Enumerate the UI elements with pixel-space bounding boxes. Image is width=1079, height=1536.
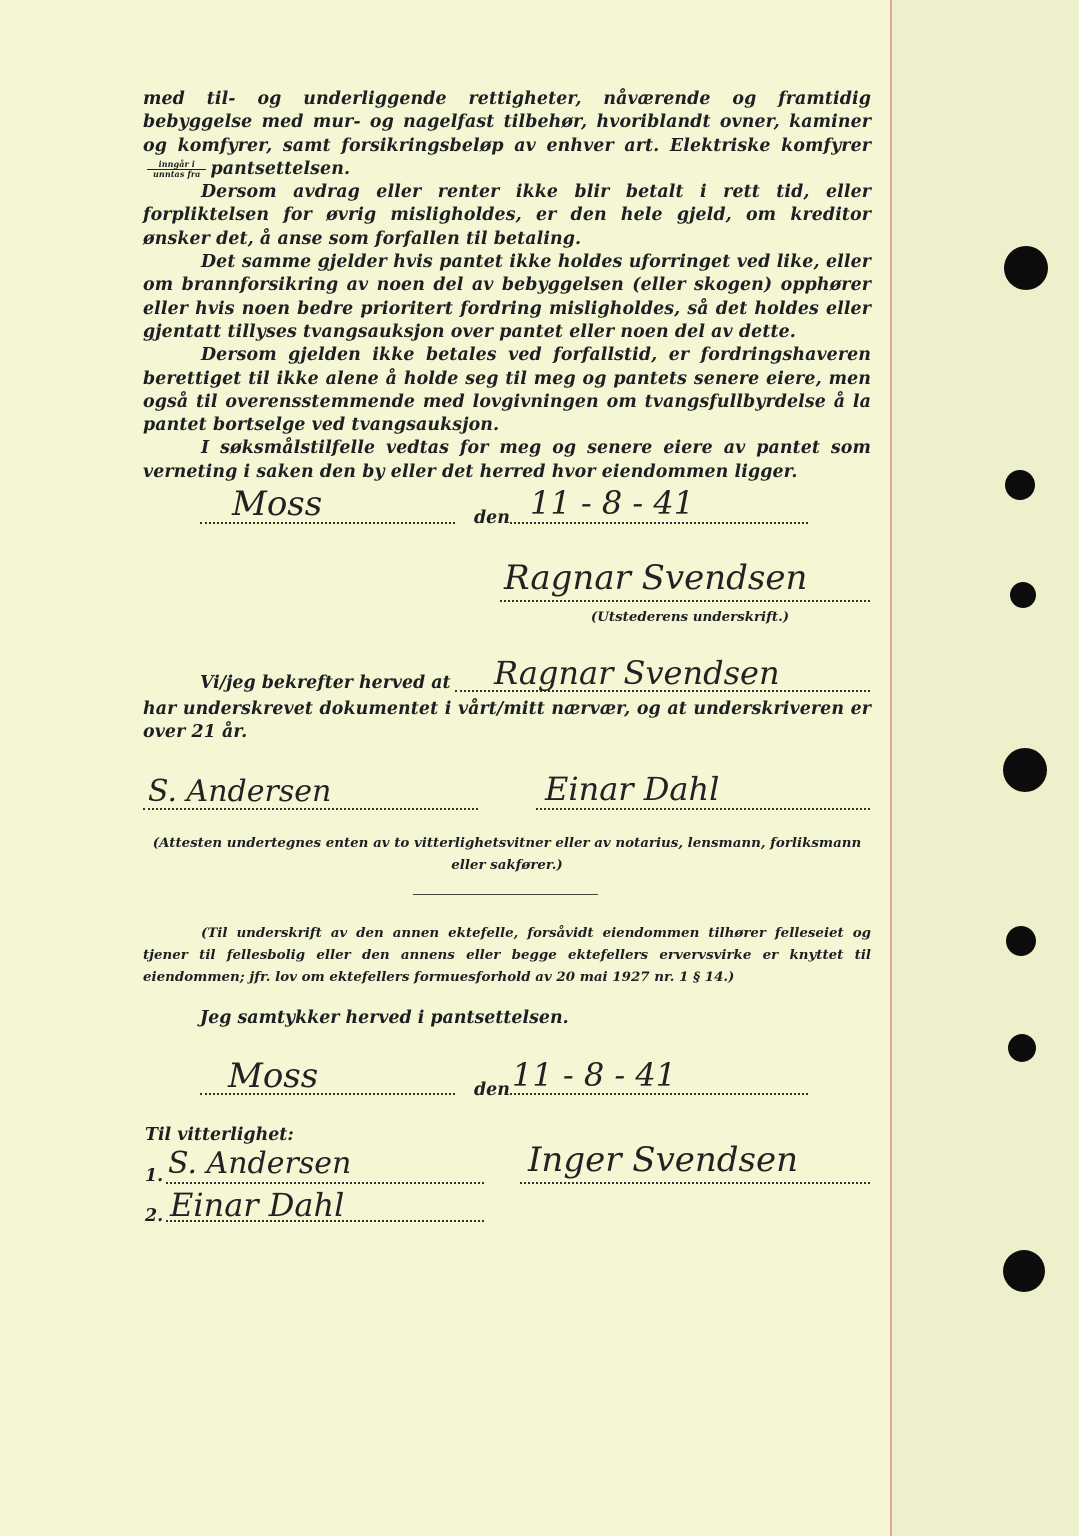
den-label: den xyxy=(474,508,510,528)
punch-hole xyxy=(1004,246,1048,290)
right-margin-strip xyxy=(892,0,1079,1536)
den2-label: den xyxy=(474,1080,510,1100)
punch-hole xyxy=(1006,926,1036,956)
date2-handwritten: 11 - 8 - 41 xyxy=(512,1056,677,1094)
witness-number-2: 2. xyxy=(145,1206,164,1226)
attest-note: (Attesten undertegnes enten av to vitterlighetsvitner eller av notarius, lensmann, forliksmann eller sakfører.) xyxy=(152,835,862,873)
terms-paragraph-4: Dersom gjelden ikke betales ved forfallstid, er fordringshaveren berettiget til ikke alene å holde seg til meg og pantets senere eiere, men også til overensstemmende med lovgivningen om tvangsfullbyrdelse å la pantet bortselge ved tvangsauksjon. xyxy=(143,345,871,436)
terms-paragraph-1: med til- og underliggende rettigheter, nåværende og framtidig bebyggelse med mur- og nagelfast tilbehør, hvoriblandt ovner, kaminer og komfyrer, samt forsikringsbeløp av enhver art. Elektriske komfyrer $\frac{\text{inngår i}}{\text{unntas fra}}$ pantsettelsen. xyxy=(143,89,871,179)
terms-paragraph-3: Det samme gjelder hvis pantet ikke holdes uforringet ved like, eller om brannforsikring av noen del av bebyggelsen (eller skogen) opphører eller hvis noen bedre prioritert fordring misligholdes, så det holdes eller gjentatt tillyses tvangsauksjon over pantet eller noen del av dette. xyxy=(143,252,871,342)
spouse-witness1-dotted-line xyxy=(166,1182,484,1184)
attest-witness-1: S. Andersen xyxy=(148,774,332,809)
place-handwritten: Moss xyxy=(232,484,323,524)
witness-number-1: 1. xyxy=(145,1166,164,1186)
signature-dotted-line xyxy=(500,600,870,602)
attest-lead: Vi/jeg bekrefter herved at xyxy=(200,673,451,693)
punch-hole xyxy=(1003,748,1047,792)
terms-paragraph-5: I søksmålstilfelle vedtas for meg og senere eiere av pantet som verneting i saken den by eller det herred hvor eiendommen ligger. xyxy=(143,438,871,482)
spouse-witness-1: S. Andersen xyxy=(168,1146,352,1181)
punch-hole xyxy=(1005,470,1035,500)
komfyrer-fraction: $\frac{\text{inngår i}}{\text{unntas fra}}$ xyxy=(147,160,206,179)
signature-caption: (Utstederens underskrift.) xyxy=(590,609,790,625)
spouse-witness-2: Einar Dahl xyxy=(170,1186,345,1224)
section-divider xyxy=(413,894,598,895)
attest-rest: har underskrevet dokumentet i vårt/mitt nærvær, og at underskriveren er over 21 år. xyxy=(143,699,871,743)
date-handwritten: 11 - 8 - 41 xyxy=(530,484,695,522)
consent-text: Jeg samtykker herved i pantsettelsen. xyxy=(200,1008,569,1028)
place2-handwritten: Moss xyxy=(228,1056,319,1096)
attest-name-handwritten: Ragnar Svendsen xyxy=(494,654,780,692)
spouse-signature-dotted-line xyxy=(520,1182,870,1184)
date-dotted-line xyxy=(510,522,808,524)
punch-hole xyxy=(1003,1250,1045,1292)
til-vitterlighet-label: Til vitterlighet: xyxy=(145,1125,294,1145)
spouse-signature: Inger Svendsen xyxy=(528,1140,799,1180)
terms-text xyxy=(143,88,871,484)
witness2-dotted-line xyxy=(536,808,870,810)
spouse-note: (Til underskrift av den annen ektefelle, forsåvidt eiendommen tilhører felleseiet og tjener til fellesbolig eller den annens eller begge ektefellers ervervsvirke er knyttet til eiendommen; jfr. lov om ektefellers formuesforhold av 20 mai 1927 nr. 1 § 14.) xyxy=(143,925,871,985)
punch-hole xyxy=(1008,1034,1036,1062)
margin-rule xyxy=(890,0,892,1536)
punch-hole xyxy=(1010,582,1036,608)
issuer-signature: Ragnar Svendsen xyxy=(504,558,808,598)
attest-witness-2: Einar Dahl xyxy=(545,770,720,808)
terms-paragraph-2: Dersom avdrag eller renter ikke blir betalt i rett tid, eller forpliktelsen for øvrig misligholdes, er den hele gjeld, om kreditor ønsker det, å anse som forfallen til betaling. xyxy=(143,182,871,249)
